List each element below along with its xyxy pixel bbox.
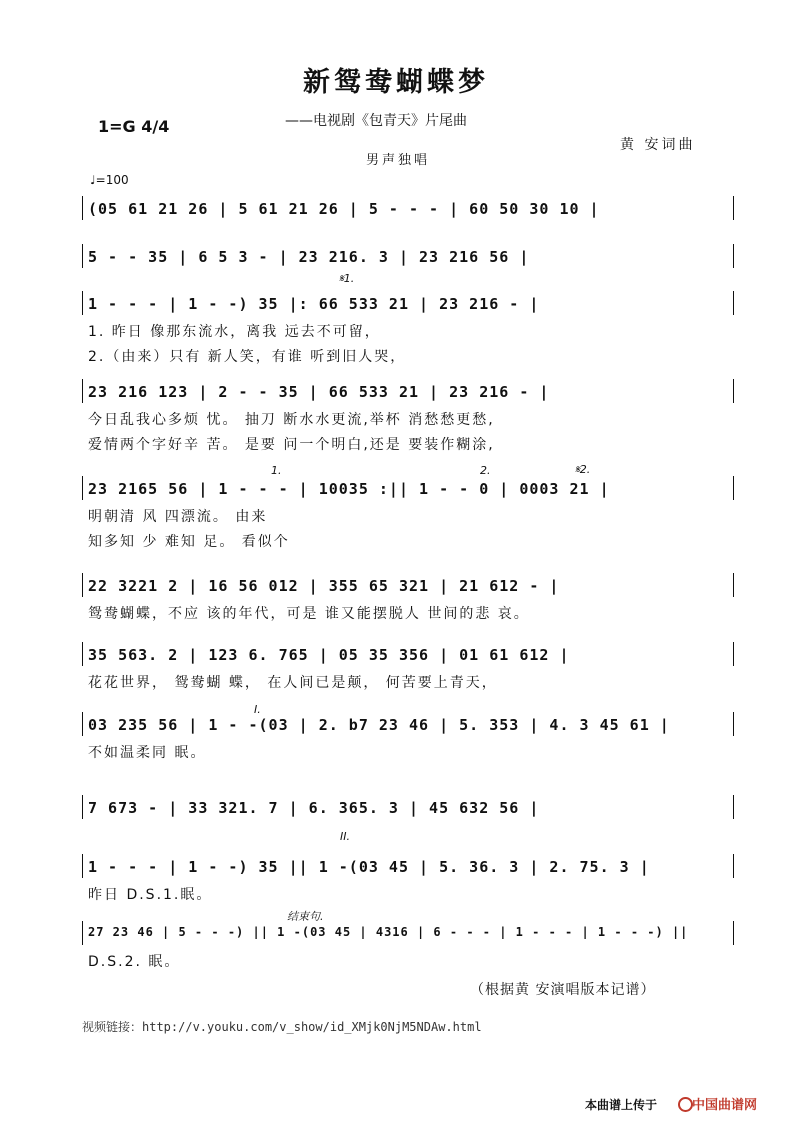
barline	[82, 712, 83, 736]
segno-marker-1: 𝄋1.	[339, 272, 355, 285]
lyric-line: 知多知 少 难知 足。 看似个	[88, 534, 290, 550]
notation-line: 7 673 - | 33 321. 7 | 6. 365. 3 | 45 632 56 |	[88, 799, 540, 817]
site-logo-icon	[678, 1097, 693, 1112]
barline	[733, 712, 734, 736]
barline	[82, 379, 83, 403]
coda-marker: 结束句.	[287, 910, 324, 923]
lyric-line: 鸳鸯蝴蝶，不应 该的年代，可是 谁又能摆脱人 世间的悲 哀。	[88, 606, 530, 622]
barline	[733, 854, 734, 878]
barline	[82, 196, 83, 220]
notation-line: 03 235 56 | 1 - -(03 | 2. b7 23 46 | 5. 353 | 4. 3 45 61 |	[88, 716, 670, 734]
notation-line: 23 216 123 | 2 - - 35 | 66 533 21 | 23 216 - |	[88, 383, 550, 401]
barline	[733, 291, 734, 315]
song-title: 新鸳鸯蝴蝶梦	[303, 67, 489, 98]
lyric-line: 明朝清 风 四漂流。 由来	[88, 509, 268, 525]
barline	[82, 642, 83, 666]
lyric-line: D.S.2. 眠。	[88, 954, 181, 970]
ending-roman-1: I.	[254, 703, 261, 716]
lyric-line: 花花世界， 鸳鸯蝴 蝶， 在人间已是颠， 何苦要上青天，	[88, 675, 498, 691]
barline	[733, 379, 734, 403]
notation-line: 23 2165 56 | 1 - - - | 10035 :|| 1 - - 0 | 0003 21 |	[88, 480, 610, 498]
barline	[82, 795, 83, 819]
lyric-line: 昨日 D.S.1.眠。	[88, 887, 213, 903]
barline	[82, 921, 83, 945]
notation-line: 1 - - - | 1 - -) 35 || 1 -(03 45 | 5. 36. 3 | 2. 75. 3 |	[88, 858, 650, 876]
segno-marker-2: 𝄋2.	[575, 463, 591, 476]
volta-1: 1.	[271, 464, 282, 477]
notation-line: 5 - - 35 | 6 5 3 - | 23 216. 3 | 23 216 56 |	[88, 248, 530, 266]
barline	[733, 244, 734, 268]
volta-2: 2.	[480, 464, 491, 477]
performance-type: 男声独唱	[366, 153, 431, 168]
barline	[82, 854, 83, 878]
lyric-line: 2.（由来）只有 新人笑，有谁 听到旧人哭，	[88, 349, 407, 365]
lyric-line: 爱情两个字好辛 苦。 是要 问一个明白,还是 要装作糊涂,	[88, 437, 495, 453]
lyric-line: 1. 昨日 像那东流水，离我 远去不可留，	[88, 324, 381, 340]
lyric-line: 不如温柔同 眠。	[88, 745, 207, 761]
notation-line: (05 61 21 26 | 5 61 21 26 | 5 - - - | 60 50 30 10 |	[88, 200, 600, 218]
key-label: 1=G	[98, 117, 136, 136]
notation-line: 27 23 46 | 5 - - -) || 1 -(03 45 | 4316 | 6 - - - | 1 - - - | 1 - - -) ||	[88, 925, 689, 939]
subtitle: ——电视剧《包青天》片尾曲	[285, 113, 467, 129]
barline	[82, 476, 83, 500]
notation-line: 1 - - - | 1 - -) 35 |: 66 533 21 | 23 216 - |	[88, 295, 540, 313]
barline	[82, 573, 83, 597]
upload-note: 本曲谱上传于	[585, 1098, 658, 1112]
barline	[733, 476, 734, 500]
barline	[82, 291, 83, 315]
notation-line: 35 563. 2 | 123 6. 765 | 05 35 356 | 01 61 612 |	[88, 646, 570, 664]
barline	[82, 244, 83, 268]
barline	[733, 642, 734, 666]
barline	[733, 921, 734, 945]
barline	[733, 196, 734, 220]
notation-line: 22 3221 2 | 16 56 012 | 355 65 321 | 21 612 - |	[88, 577, 560, 595]
key-signature	[98, 117, 169, 136]
author-credit: 黄 安词曲	[620, 137, 696, 153]
site-name[interactable]: 中国曲谱网	[692, 1098, 758, 1113]
barline	[733, 573, 734, 597]
transcription-credit: （根据黄 安演唱版本记谱）	[470, 982, 656, 998]
lyric-line: 今日乱我心多烦 忧。 抽刀 断水水更流,举杯 消愁愁更愁,	[88, 412, 495, 428]
ending-roman-2: II.	[340, 830, 350, 843]
tempo-marking: ♩=100	[90, 173, 129, 187]
barline	[733, 795, 734, 819]
time-signature: 4/4	[141, 117, 170, 136]
video-link[interactable]: 视频链接：http://v.youku.com/v_show/id_XMjk0NjM5NDAw.html	[82, 1020, 482, 1034]
